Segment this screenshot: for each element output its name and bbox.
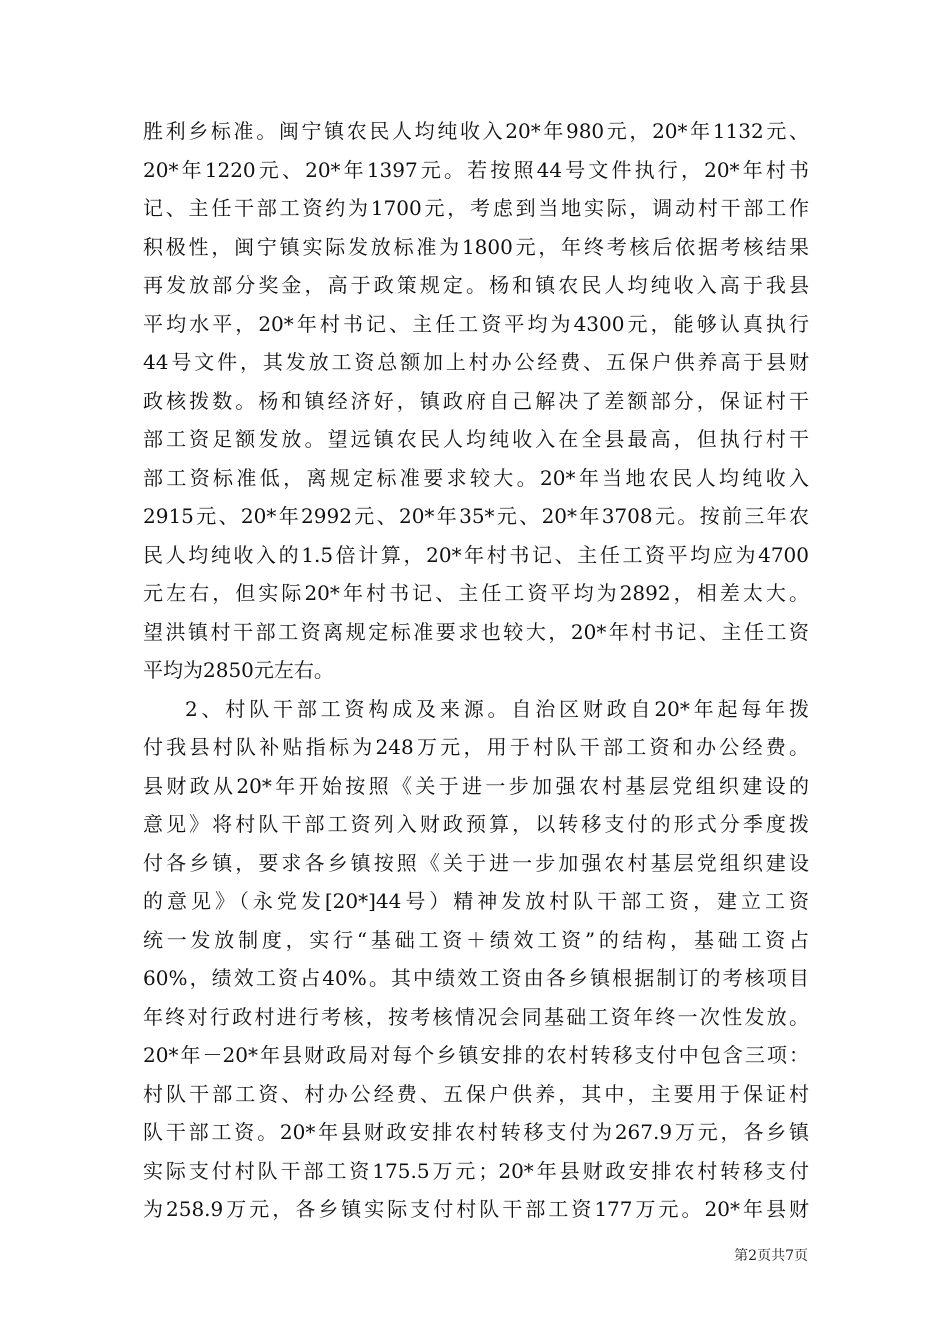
text-line: 村队干部工资、村办公经费、五保户供养，其中，主要用于保证村 [143,1081,809,1106]
text-line: 记、主任干部工资约为1700元，考虑到当地实际，调动村干部工作 [143,196,809,220]
text-line: 意见》将村队干部工资列入财政预算，以转移支付的形式分季度拨 [143,812,809,836]
text-line: 元左右，但实际20*年村书记、主任工资平均为2892，相差太大。 [143,581,809,605]
text-line: 部工资标准低，离规定标准要求较大。20*年当地农民人均纯收入 [143,465,809,490]
text-line: 付各乡镇，要求各乡镇按照《关于进一步加强农村基层党组织建设 [143,850,809,875]
text-line: 部工资足额发放。望远镇农民人均纯收入在全县最高，但执行村干 [143,427,809,451]
text-line: 年终对行政村进行考核，按考核情况会同基础工资年终一次性发放。 [143,1004,809,1029]
document-body [143,112,809,1229]
paragraph-2 [143,690,809,1229]
text-line: 实际支付村队干部工资175.5万元；20*年县财政安排农村转移支付 [143,1158,809,1183]
text-line: 20*年1220元、20*年1397元。若按照44号文件执行，20*年村书 [143,157,809,182]
text-line: 平均水平，20*年村书记、主任工资平均为4300元，能够认真执行 [143,311,809,336]
text-line: 统一发放制度，实行“基础工资＋绩效工资”的结构，基础工资占 [143,927,809,952]
text-line: 积极性，闽宁镇实际发放标准为1800元，年终考核后依据考核结果 [143,234,809,259]
text-line: 60%，绩效工资占40%。其中绩效工资由各乡镇根据制订的考核项目 [143,966,809,990]
text-line: 付我县村队补贴指标为248万元，用于村队干部工资和办公经费。 [143,735,809,759]
paragraph-1 [143,112,809,690]
text-line: 政核拨数。杨和镇经济好，镇政府自己解决了差额部分，保证村干 [143,388,809,413]
text-line: 20*年－20*年县财政局对每个乡镇安排的农村转移支付中包含三项： [143,1043,809,1067]
text-line: 2915元、20*年2992元、20*年35*元、20*年3708元。按前三年农 [143,504,809,528]
text-line: 44号文件，其发放工资总额加上村办公经费、五保户供养高于县财 [143,350,809,374]
text-line: 平均为2850元左右。 [143,658,334,682]
page-number-footer: 第2页共7页 [734,1248,808,1264]
text-line: 队干部工资。20*年县财政安排农村转移支付为267.9万元，各乡镇 [143,1120,809,1144]
text-line: 望洪镇村干部工资离规定标准要求也较大，20*年村书记、主任工资 [143,619,809,644]
text-line: 县财政从20*年开始按照《关于进一步加强农村基层党组织建设的 [143,773,809,798]
text-line: 胜利乡标准。闽宁镇农民人均纯收入20*年980元，20*年1132元、 [143,119,809,143]
text-line: 再发放部分奖金，高于政策规定。杨和镇农民人均纯收入高于我县 [143,273,809,297]
text-line: 民人均纯收入的1.5倍计算，20*年村书记、主任工资平均应为4700 [143,542,809,567]
text-line: 的意见》（永党发[20*]44号）精神发放村队干部工资，建立工资 [143,889,809,913]
text-line: 2、村队干部工资构成及来源。自治区财政自20*年起每年拨 [185,696,809,721]
text-line: 为258.9万元，各乡镇实际支付村队干部工资177万元。20*年县财 [143,1197,809,1221]
